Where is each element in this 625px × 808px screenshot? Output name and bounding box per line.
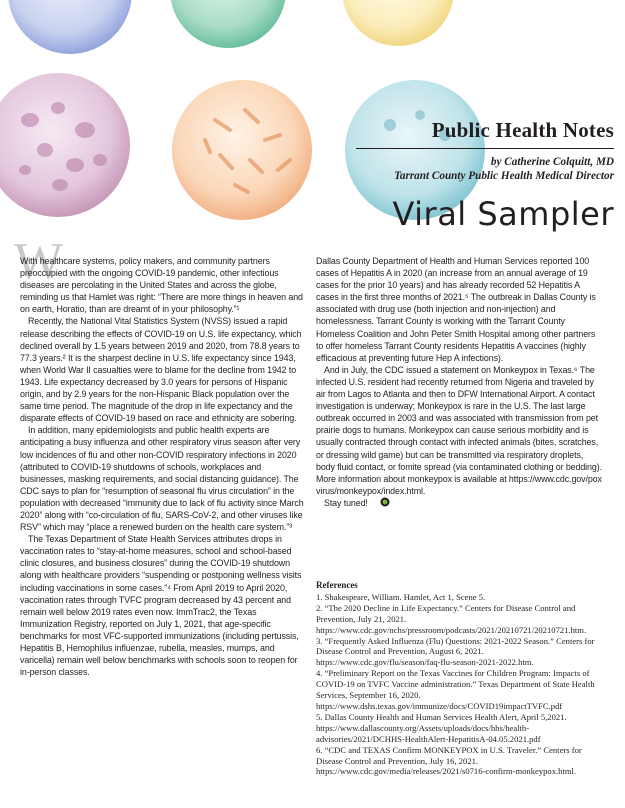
purple-dish bbox=[0, 73, 130, 217]
reference-item: 3. “Frequently Asked Influenza (Flu) Questions: 2021-2022 Season.” Centers for Disease Control and Prevention, August 6, 2021. https://www.cdc.gov/flu/season/faq-flu-season-2021-2022.htm. bbox=[316, 635, 595, 668]
tcmc-logo-icon bbox=[372, 497, 390, 510]
drop-cap: W bbox=[14, 233, 64, 290]
left-column bbox=[20, 255, 308, 678]
paragraph-signoff bbox=[316, 497, 604, 510]
green-dish bbox=[170, 0, 286, 48]
paragraph-life-expectancy: Recently, the National Vital Statistics System (NVSS) issued a rapid release describing the effects of COVID-19 on U.S. life expectancy, which declined overall by 1.5 years between 2019 and 2020, from 78.8 years to 77.3 years.² It is the sharpest decline in U.S. life expectancy since 1943, when World War II casualties were to blame for the decline from 1942 to 1943. Life expectancy decreased by 3.0 years for persons of Hispanic origin, and by 2.9 years for the non-Hispanic Black population over the same time period. The magnitude of the drop in life expectancy and the disparate effects of COVID-19 based on race and ethnicity are sobering. bbox=[20, 316, 302, 424]
byline: by Catherine Colquitt, MD bbox=[490, 156, 614, 168]
header-rule bbox=[356, 148, 614, 149]
reference-item: 5. Dallas County Health and Human Services Health Alert, April 5,2021. https://www.dallascounty.org/Assets/uploads/docs/hhs/health-advisories/2021/DCHHS-HealthAlert-HepatitisA-04.05.2021.pdf bbox=[316, 711, 567, 744]
paragraph-hepatitis-a: Dallas County Department of Health and Human Services reported 100 cases of Hepatitis A in 2020 (an increase from an annual average of 19 cases for the prior 10 years) and has already recorded 52 Hepatitis A cases in the first three months of 2021.⁵ The outbreak in Dallas County is associated with drug use (both injection and non-injection) and homelessness. Tarrant County is working with the Tarrant County Homeless Coalition and John Peter Smith Hospital among other partners to offer homeless Tarrant County residents Hepatitis A vaccines (highly efficacious at preventing future Hep A infections). bbox=[316, 256, 596, 363]
peach-dish bbox=[172, 80, 312, 220]
reference-item: 2. “The 2020 Decline in Life Expectancy.” Centers for Disease Control and Prevention, July 21, 2021. https://www.cdc.gov/nchs/pressroom/podcasts/2021/20210721/20210721.htm. bbox=[316, 602, 587, 635]
paragraph-monkeypox: And in July, the CDC issued a statement on Monkeypox in Texas.⁶ The infected U.S. resident had recently returned from Nigeria and traveled by air from Lagos to Atlanta and then to DFW International Airport. A contact investigation is underway; Monkeypox is rare in the U.S. The last large outbreak occurred in 2003 and was associated with transmission from pet prairie dogs to humans. Monkeypox can cause serious morbidity and is usually contracted through contact with infected animals (bites, scratches, or dressing wild game) but can be transmitted via respiratory droplets, body fluid contact, or fomite spread (via contaminated clothing or bedding). More information about monkeypox is available at https://www.cdc.gov/pox virus/monkeypox/index.html. bbox=[316, 364, 602, 496]
reference-item: 4. “Preliminary Report on the Texas Vaccines for Children Program: Impacts of COVID-19 on TVFC Vaccine administration.” Texas Department of State Health Services, September 16, 2020. https://www.dshs.texas.gov/immunize/docs/COVID19impactTVFC.pdf bbox=[316, 668, 595, 711]
signoff-text: Stay tuned! bbox=[324, 497, 368, 508]
author-affiliation: Tarrant County Public Health Medical Director bbox=[394, 170, 614, 182]
article-title: Viral Sampler bbox=[392, 195, 614, 233]
paragraph-vaccination-rates: The Texas Department of State Health Services attributes drops in vaccination rates to “stay-at-home measures, school and school-based clinic closures, and business closures” during the COVID-19 shutdown along with healthcare providers “suspending or postponing wellness visits including vaccinations in some cases.”⁴ From April 2019 to April 2020, vaccination rates through TVFC program decreased by 43 percent and remain well below 2019 rates even now. ImmTrac2, the Texas Immunization Registry, reported on July 1, 2021, that age-specific benchmarks for most VFC-supported immunizations (including pertussis, Hepatitis B, Hemophilus influenzae, rubella, measles, mumps, and varicella) remain well below benchmarks with schools soon to reopen for in-person classes. bbox=[20, 534, 302, 678]
yellow-dish bbox=[342, 0, 454, 46]
right-column bbox=[316, 255, 604, 510]
references-section bbox=[316, 580, 608, 777]
article-header bbox=[356, 118, 614, 233]
blue-dish bbox=[8, 0, 132, 54]
paragraph-flu-season: In addition, many epidemiologists and public health experts are anticipating a busy influenza and other respiratory virus season after very low incidences of flu and other non-COVID respiratory infections in 2020 (attributed to COVID-19 shutdowns of schools, workplaces and businesses, masking requirements, and social distancing guidance). The CDC says to plan for “resumption of seasonal flu virus circulation” in the population with decreased “immunity due to lack of flu activity since March 2020” along with “co-circulation of flu, SARS-CoV-2, and other viruses like RSV” which may “place a renewed burden on the health care system.”³ bbox=[20, 425, 304, 533]
series-title: Public Health Notes bbox=[431, 118, 614, 142]
paragraph-intro: With healthcare systems, policy makers, and community partners preoccupied with the ongoing COVID-19 pandemic, other infectious diseases are percolating in the United States and across the globe, reminding us that Hamlet was right: “There are more things in heaven and on earth, Horatio, than are dreamt of in your philosophy.”¹ bbox=[20, 256, 303, 315]
references-list bbox=[316, 592, 608, 777]
reference-item: 6. “CDC and TEXAS Confirm MONKEYPOX in U.S. Traveler.” Centers for Disease Control and Prevention, July 16, 2021. https://www.cdc.gov/media/releases/2021/s0716-confirm-monkeypox.html. bbox=[316, 744, 582, 777]
reference-item: 1. Shakespeare, William. Hamlet, Act 1, Scene 5. bbox=[316, 591, 486, 602]
references-heading: References bbox=[316, 580, 358, 590]
